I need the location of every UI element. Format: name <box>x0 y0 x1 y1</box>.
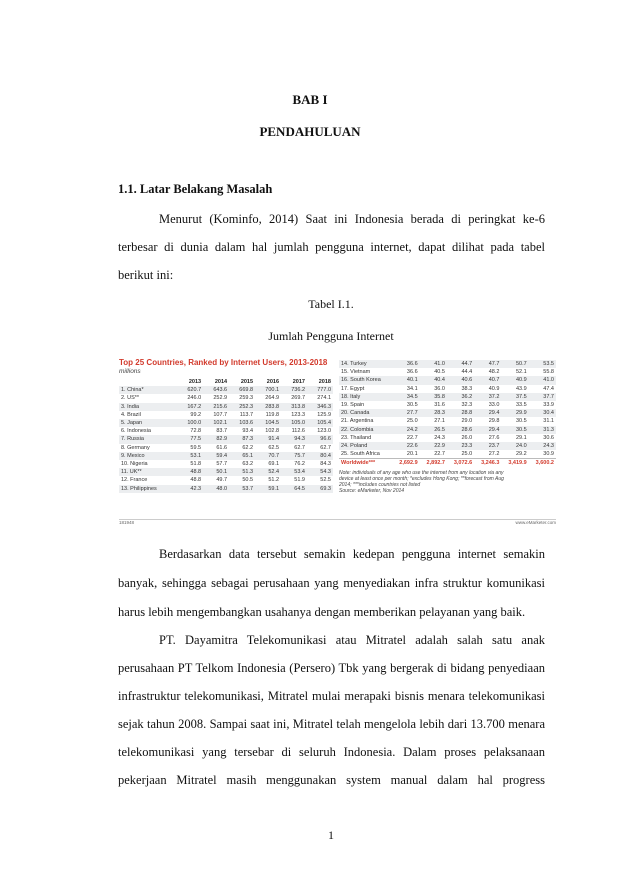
value-cell: 33.0 <box>488 402 500 409</box>
country-cell: 16. South Korea <box>339 376 392 384</box>
value-cell: 29.8 <box>488 418 500 425</box>
value-cell: 40.7 <box>474 376 501 384</box>
value-cell: 643.6 <box>203 386 229 394</box>
value-cell: 31.6 <box>434 402 445 409</box>
value-cell: 123.3 <box>291 411 305 418</box>
figure-right-panel <box>339 360 556 526</box>
country-cell: 1. China* <box>119 386 177 394</box>
worldwide-row <box>339 459 556 468</box>
value-cell: 29.1 <box>515 434 527 441</box>
value-cell: 167.2 <box>177 403 203 411</box>
table-row <box>119 411 333 419</box>
paragraph-line: berikut ini: <box>118 268 174 282</box>
value-cell: 24.3 <box>529 442 556 450</box>
value-cell: 252.9 <box>213 395 228 402</box>
country-cell: 3. India <box>119 403 177 411</box>
note-line: device at least once per month; *excludes Hong Kong; **forecast from Aug <box>339 475 504 482</box>
value-cell: 105.0 <box>281 419 307 427</box>
value-cell: 62.2 <box>242 444 254 451</box>
value-cell: 48.8 <box>190 477 202 484</box>
figure-footer <box>119 519 556 526</box>
value-cell: 99.2 <box>190 411 202 418</box>
value-cell: 69.1 <box>268 461 280 468</box>
value-cell: 259.3 <box>239 395 254 402</box>
value-cell: 24.0 <box>501 442 528 450</box>
country-header <box>119 378 177 386</box>
value-cell: 33.5 <box>515 402 527 409</box>
value-cell: 59.4 <box>203 452 229 460</box>
value-cell: 37.2 <box>474 393 501 401</box>
country-cell: 19. Spain <box>341 402 365 409</box>
section-heading: 1.1. Latar Belakang Masalah <box>118 182 273 196</box>
year-header: 2014 <box>214 379 228 385</box>
value-cell: 283.8 <box>255 403 281 411</box>
value-cell: 777.0 <box>307 386 333 394</box>
country-cell: 17. Egypt <box>341 385 365 392</box>
value-cell: 112.6 <box>291 428 305 435</box>
value-cell: 28.6 <box>447 426 474 434</box>
country-cell: 13. Philippines <box>119 485 177 493</box>
value-cell: 52.1 <box>515 369 527 376</box>
value-cell: 346.3 <box>307 403 333 411</box>
value-cell: 29.9 <box>501 409 528 417</box>
value-cell: 23.7 <box>474 442 501 450</box>
table-row <box>119 435 333 443</box>
table-row <box>339 393 556 401</box>
value-cell: 63.2 <box>242 461 254 468</box>
value-cell: 23.3 <box>447 442 474 450</box>
table-header-row <box>119 378 333 386</box>
value-cell: 70.7 <box>255 452 281 460</box>
value-cell: 40.6 <box>447 376 474 384</box>
value-cell: 36.6 <box>392 360 419 368</box>
figure-left-panel <box>119 358 333 526</box>
country-cell: 18. Italy <box>339 393 392 401</box>
table-label: Tabel I.1. <box>308 297 354 311</box>
value-cell: 51.9 <box>294 477 305 484</box>
value-cell: 50.5 <box>242 477 254 484</box>
value-cell: 96.6 <box>307 435 333 443</box>
value-cell: 22.9 <box>420 442 447 450</box>
country-cell: 10. Nigeria <box>121 461 148 468</box>
paragraph-line: Menurut (Kominfo, 2014) Saat ini Indonesia berada di peringkat ke-6 <box>159 212 545 226</box>
table-row <box>119 476 333 484</box>
value-cell: 33.9 <box>543 402 554 409</box>
table-row <box>119 427 333 435</box>
value-cell: 20.1 <box>406 451 418 458</box>
value-cell: 736.2 <box>281 386 307 394</box>
country-cell: 14. Turkey <box>339 360 392 368</box>
value-cell: 50.1 <box>203 468 229 476</box>
value-cell: 43.9 <box>515 385 527 392</box>
country-cell: 15. Vietnam <box>341 369 371 376</box>
country-cell: Worldwide*** <box>339 459 392 468</box>
value-cell: 105.4 <box>307 419 333 427</box>
figure-footer-brand: www.eMarketer.com <box>515 520 556 525</box>
value-cell: 51.2 <box>268 477 280 484</box>
value-cell: 44.7 <box>447 360 474 368</box>
value-cell: 36.2 <box>447 393 474 401</box>
table-row <box>119 460 333 468</box>
value-cell: 27.7 <box>392 409 419 417</box>
figure-title: Top 25 Countries, Ranked by Internet Users, 2013-2018 <box>119 358 328 367</box>
value-cell: 119.8 <box>265 411 280 418</box>
value-cell: 34.1 <box>406 385 418 392</box>
table-row <box>339 385 556 393</box>
value-cell: 93.4 <box>242 428 254 435</box>
value-cell: 84.3 <box>320 461 331 468</box>
value-cell: 3,600.2 <box>529 459 556 468</box>
value-cell: 77.5 <box>177 435 203 443</box>
paragraph-line: infrastruktur telekomunikasi, Mitratel mulai merapaki bisnis menara telekomunikasi <box>118 689 545 703</box>
value-cell: 30.5 <box>406 402 418 409</box>
value-cell: 75.7 <box>281 452 307 460</box>
note-line: 2014; ***includes countries not listed <box>339 481 421 488</box>
value-cell: 30.5 <box>501 426 528 434</box>
value-cell: 274.1 <box>317 395 331 402</box>
value-cell: 25.0 <box>461 451 473 458</box>
value-cell: 50.7 <box>501 360 528 368</box>
value-cell: 2,892.7 <box>420 459 447 468</box>
value-cell: 125.9 <box>317 411 331 418</box>
figure-left-table <box>119 378 333 493</box>
value-cell: 246.0 <box>187 395 202 402</box>
value-cell: 48.0 <box>203 485 229 493</box>
note-line: Note: individuals of any age who use the internet from any location via any <box>339 469 504 476</box>
value-cell: 30.9 <box>543 451 554 458</box>
table-row <box>339 426 556 434</box>
value-cell: 3,072.6 <box>447 459 474 468</box>
country-cell: 12. France <box>121 477 148 484</box>
value-cell: 29.0 <box>461 418 473 425</box>
table-title: Jumlah Pengguna Internet <box>268 329 394 343</box>
figure-unit: millions <box>119 368 141 375</box>
value-cell: 2,692.9 <box>392 459 419 468</box>
value-cell: 32.3 <box>461 402 473 409</box>
value-cell: 36.0 <box>434 385 445 392</box>
table-row <box>339 442 556 450</box>
chapter-number: BAB I <box>292 92 328 107</box>
table-row <box>339 417 556 425</box>
value-cell: 48.2 <box>488 369 500 376</box>
year-header: 2017 <box>292 379 305 385</box>
value-cell: 103.6 <box>229 419 255 427</box>
value-cell: 53.7 <box>229 485 255 493</box>
year-header: 2013 <box>188 379 202 385</box>
value-cell: 41.0 <box>420 360 447 368</box>
country-cell: 6. Indonesia <box>121 428 151 435</box>
value-cell: 52.5 <box>320 477 331 484</box>
value-cell: 100.0 <box>177 419 203 427</box>
value-cell: 620.7 <box>177 386 203 394</box>
value-cell: 80.4 <box>307 452 333 460</box>
value-cell: 700.1 <box>255 386 281 394</box>
year-header: 2015 <box>240 379 254 385</box>
value-cell: 51.3 <box>229 468 255 476</box>
country-cell: 9. Mexico <box>119 452 177 460</box>
year-header: 2016 <box>266 379 280 385</box>
paragraph-line: telekomunikasi yang tersebar di seluruh Indonesia. Dalam proses pelaksanaan <box>118 745 545 759</box>
country-cell: 4. Brazil <box>121 411 141 418</box>
value-cell: 26.5 <box>420 426 447 434</box>
value-cell: 69.3 <box>307 485 333 493</box>
value-cell: 215.6 <box>203 403 229 411</box>
value-cell: 41.0 <box>529 376 556 384</box>
value-cell: 37.7 <box>529 393 556 401</box>
value-cell: 40.9 <box>501 376 528 384</box>
value-cell: 35.8 <box>420 393 447 401</box>
value-cell: 29.4 <box>474 409 501 417</box>
value-cell: 29.2 <box>515 451 527 458</box>
figure-footer-id: 181948 <box>119 520 135 525</box>
country-cell: 2. US** <box>121 395 140 402</box>
table-row <box>119 485 333 493</box>
table-row <box>339 409 556 417</box>
note-line: Source: eMarketer, Nov 2014 <box>339 487 405 494</box>
country-cell: 22. Colombia <box>339 426 392 434</box>
value-cell: 40.9 <box>488 385 500 392</box>
value-cell: 25.0 <box>406 418 418 425</box>
country-cell: 5. Japan <box>119 419 177 427</box>
value-cell: 30.5 <box>515 418 527 425</box>
country-cell: 24. Poland <box>339 442 392 450</box>
paragraph-line: PT. Dayamitra Telekomunikasi atau Mitratel adalah salah satu anak <box>159 633 545 647</box>
value-cell: 252.3 <box>229 403 255 411</box>
value-cell: 47.4 <box>543 385 554 392</box>
year-header: 2018 <box>318 379 331 385</box>
value-cell: 76.2 <box>294 461 305 468</box>
figure-note <box>339 470 556 494</box>
value-cell: 40.1 <box>392 376 419 384</box>
table-row <box>339 401 556 409</box>
paragraph-line: harus lebih mengembangkan usahanya dengan memberikan pelayanan yang baik. <box>118 605 526 619</box>
value-cell: 47.7 <box>474 360 501 368</box>
paragraph-line: banyak, sehingga sebagai perusahaan yang menyediakan infra struktur komunikasi <box>118 576 545 590</box>
table-row <box>119 419 333 427</box>
country-cell: 8. Germany <box>121 444 150 451</box>
paragraph-line: perusahaan PT Telkom Indonesia (Persero) Tbk yang bergerak di bidang penyediaan <box>118 661 545 675</box>
value-cell: 51.8 <box>190 461 202 468</box>
value-cell: 94.3 <box>281 435 307 443</box>
table-row <box>119 444 333 452</box>
value-cell: 22.7 <box>434 451 445 458</box>
page-number: 1 <box>328 828 334 842</box>
country-cell: 7. Russia <box>119 435 177 443</box>
internet-users-figure <box>119 358 556 526</box>
value-cell: 91.4 <box>255 435 281 443</box>
table-row <box>119 468 333 476</box>
table-row <box>119 386 333 394</box>
table-row <box>339 434 556 442</box>
value-cell: 59.5 <box>190 444 202 451</box>
value-cell: 82.9 <box>203 435 229 443</box>
value-cell: 3,419.9 <box>501 459 528 468</box>
value-cell: 26.0 <box>461 434 473 441</box>
value-cell: 40.4 <box>420 376 447 384</box>
table-row <box>339 450 556 459</box>
value-cell: 57.7 <box>216 461 228 468</box>
value-cell: 55.8 <box>543 369 554 376</box>
value-cell: 669.8 <box>229 386 255 394</box>
value-cell: 36.6 <box>406 369 418 376</box>
value-cell: 38.3 <box>461 385 473 392</box>
value-cell: 27.2 <box>488 451 500 458</box>
value-cell: 49.7 <box>216 477 228 484</box>
country-cell: 23. Thailand <box>341 434 372 441</box>
value-cell: 40.5 <box>434 369 445 376</box>
value-cell: 123.0 <box>317 428 331 435</box>
value-cell: 62.7 <box>320 444 331 451</box>
value-cell: 24.2 <box>392 426 419 434</box>
paragraph-line: Berdasarkan data tersebut semakin kedepan pengguna internet semakin <box>159 547 545 561</box>
value-cell: 59.1 <box>255 485 281 493</box>
value-cell: 27.6 <box>488 434 500 441</box>
value-cell: 34.5 <box>392 393 419 401</box>
table-row <box>339 376 556 384</box>
value-cell: 83.7 <box>216 428 228 435</box>
value-cell: 104.5 <box>255 419 281 427</box>
value-cell: 64.5 <box>281 485 307 493</box>
value-cell: 87.3 <box>229 435 255 443</box>
paragraph-line: pekerjaan Mitratel masih menggunakan system manual dalam hal progress <box>118 773 545 787</box>
value-cell: 107.7 <box>213 411 228 418</box>
value-cell: 53.1 <box>177 452 203 460</box>
table-row <box>119 452 333 460</box>
value-cell: 72.8 <box>190 428 202 435</box>
figure-right-table <box>339 360 556 468</box>
value-cell: 53.5 <box>529 360 556 368</box>
value-cell: 102.8 <box>265 428 280 435</box>
value-cell: 62.7 <box>294 444 305 451</box>
value-cell: 24.3 <box>434 434 445 441</box>
value-cell: 27.1 <box>434 418 445 425</box>
country-cell: 11. UK** <box>119 468 177 476</box>
value-cell: 28.8 <box>447 409 474 417</box>
table-row <box>119 403 333 411</box>
country-cell: 25. South Africa <box>341 451 380 458</box>
country-cell: 20. Canada <box>339 409 392 417</box>
value-cell: 30.4 <box>529 409 556 417</box>
value-cell: 44.4 <box>461 369 473 376</box>
value-cell: 269.7 <box>291 395 305 402</box>
value-cell: 54.3 <box>307 468 333 476</box>
value-cell: 31.3 <box>529 426 556 434</box>
value-cell: 31.1 <box>543 418 554 425</box>
table-row <box>119 394 333 402</box>
value-cell: 37.5 <box>501 393 528 401</box>
value-cell: 48.8 <box>177 468 203 476</box>
value-cell: 22.7 <box>406 434 418 441</box>
value-cell: 65.1 <box>229 452 255 460</box>
value-cell: 52.4 <box>255 468 281 476</box>
value-cell: 53.4 <box>281 468 307 476</box>
value-cell: 313.8 <box>281 403 307 411</box>
table-row <box>339 360 556 368</box>
paragraph-line: sejak tahun 2008. Sampai saat ini, Mitratel telah mengelola lebih dari 13.700 menara <box>118 717 545 731</box>
value-cell: 61.6 <box>216 444 228 451</box>
value-cell: 28.3 <box>420 409 447 417</box>
value-cell: 42.3 <box>177 485 203 493</box>
value-cell: 62.5 <box>268 444 280 451</box>
table-row <box>339 368 556 376</box>
value-cell: 113.7 <box>239 411 254 418</box>
value-cell: 264.9 <box>265 395 280 402</box>
value-cell: 22.6 <box>392 442 419 450</box>
value-cell: 102.1 <box>203 419 229 427</box>
paragraph-line: terbesar di dunia dalam hal jumlah pengguna internet, dapat dilihat pada tabel <box>118 240 545 254</box>
chapter-title: PENDAHULUAN <box>259 124 361 139</box>
value-cell: 30.6 <box>543 434 554 441</box>
value-cell: 29.4 <box>474 426 501 434</box>
value-cell: 3,246.3 <box>474 459 501 468</box>
country-cell: 21. Argentina <box>341 418 374 425</box>
